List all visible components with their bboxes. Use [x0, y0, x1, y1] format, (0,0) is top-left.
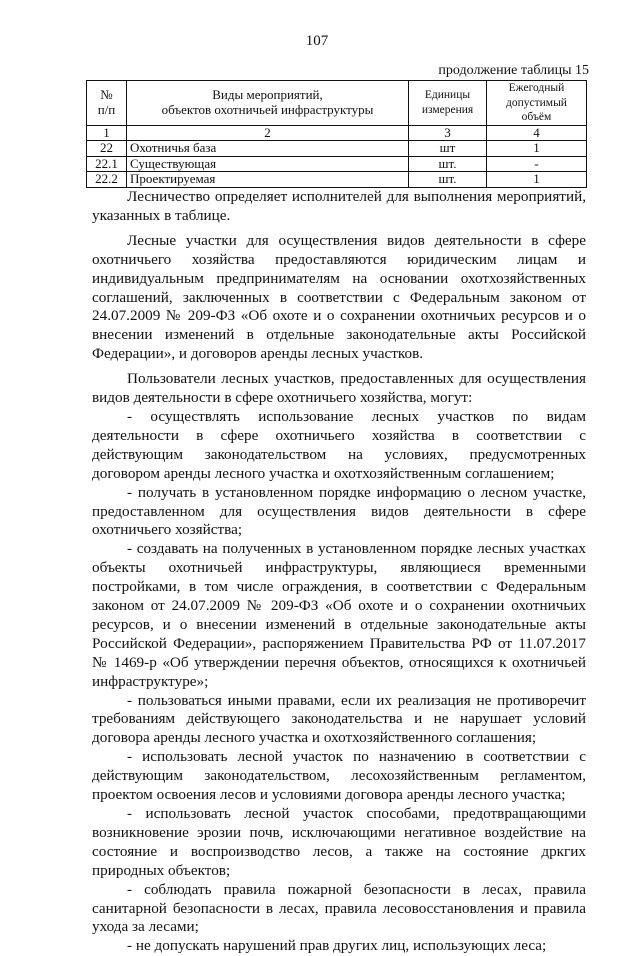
list-item: - использовать лесной участок способами, предотвращающими возникновение эрозии почв, исключающими негативное воздействие на состояние и воспроизводство лесов, а также на состояние дркгих природных объектов; [92, 805, 586, 879]
table-cell: 1 [487, 141, 587, 157]
list-item: - создавать на полученных в установленном порядке лесных участках объекты охотничьей инфраструктуры, являющиеся временными постройками, в том числе ограждения, в соответствии с Федеральным законом от 24.07.2009 № 209-ФЗ «Об охоте и о сохранении охотничьих ресурсов, и о внесении изменений в отдельные законодательные акты Российской Федерации», распоряжением Правительства РФ от 11.07.2017 № 1469-р «Об утверждении перечня объектов, относящихся к охотничьей инфраструктуре»; [92, 540, 586, 690]
table-cell: 22.2 [87, 172, 127, 188]
header-line: Ежегодный [508, 82, 565, 94]
header-activity [127, 81, 409, 126]
list-item: - соблюдать правила пожарной безопасности в лесах, правила санитарной безопасности в лесах, правила лесовосстановления и правила ухода за лесами; [92, 880, 586, 936]
table-cell: 1 [487, 172, 587, 188]
list-item: - получать в установленном порядке информацию о лесном участке, предоставленном для осуществления видов деятельности в сфере охотничьего хозяйства; [92, 483, 586, 539]
table-header-row [87, 81, 587, 126]
header-line: Виды мероприятий, [212, 87, 323, 103]
header-line: измерения [421, 103, 474, 116]
table-cell: Охотничья база [127, 141, 409, 157]
header-line: объектов охотничьей инфраструктуры [161, 101, 374, 117]
header-line: № [100, 87, 113, 103]
list-item: - не допускать нарушений прав других лиц, использующих леса; [127, 937, 547, 955]
list-item: - использовать лесной участок по назначению в соответствии с действующим законодательством, лесохозяйственным регламентом, проектом освоения лесов и условиями договора аренды лесного участка; [92, 748, 586, 804]
table-cell: 1 [87, 125, 127, 141]
table-cell: Существующая [127, 156, 409, 172]
table-cell: шт. [409, 172, 487, 188]
body-text [92, 188, 586, 956]
table-cell: - [487, 156, 587, 172]
paragraph: Лесные участки для осуществления видов деятельности в сфере охотничьего хозяйства предоставляются юридическим лицам и индивидуальным предпринимателям на основании охотхозяйственных соглашений, заключенных в соответствии с Федеральным законом от 24.07.2009 № 209-ФЗ «Об охоте и о сохранении охотничьих ресурсов и о внесении изменений в отдельные законодательные акты Российской Федерации», и договоров аренды лесных участков. [92, 231, 586, 363]
page-number: 107 [305, 33, 329, 49]
paragraph: Лесничество определяет исполнителей для выполнения мероприятий, указанных в таблице. [92, 188, 586, 224]
table-cell: Проектируемая [127, 172, 409, 188]
table-cell: шт [409, 141, 487, 157]
table-cell: 3 [409, 125, 487, 141]
table-cell: 4 [487, 125, 587, 141]
header-line: п/п [97, 101, 116, 117]
table-cell: шт. [409, 156, 487, 172]
table-row [87, 156, 587, 172]
table-caption: продолжение таблицы 15 [438, 63, 589, 78]
list-item: - пользоваться иными правами, если их реализация не противоречит требованиям действующего законодательства и не нарушает условий договора аренды лесного участка и охотхозяйственного соглашения; [92, 691, 586, 747]
activities-table [86, 80, 587, 188]
header-volume [487, 81, 587, 126]
list-item: - осуществлять использование лесных участков по видам деятельности в сфере охотничьего хозяйства в соответствии с действующим законодательством на условиях, предусмотренных договором аренды лесного участка и охотхозяйственным соглашением; [92, 407, 586, 482]
table-row [87, 141, 587, 157]
table-numbering-row [87, 125, 587, 141]
table-cell: 2 [127, 125, 409, 141]
header-number [87, 81, 127, 126]
header-line: допустимый объём [506, 96, 567, 123]
paragraph: Пользователи лесных участков, предоставленных для осуществления видов деятельности в сфере охотничьего хозяйства, могут: [92, 370, 586, 407]
table-cell: 22 [87, 141, 127, 157]
header-line: Единицы [424, 89, 471, 102]
header-unit [409, 81, 487, 126]
table-cell: 22.1 [87, 156, 127, 172]
table-row [87, 172, 587, 188]
